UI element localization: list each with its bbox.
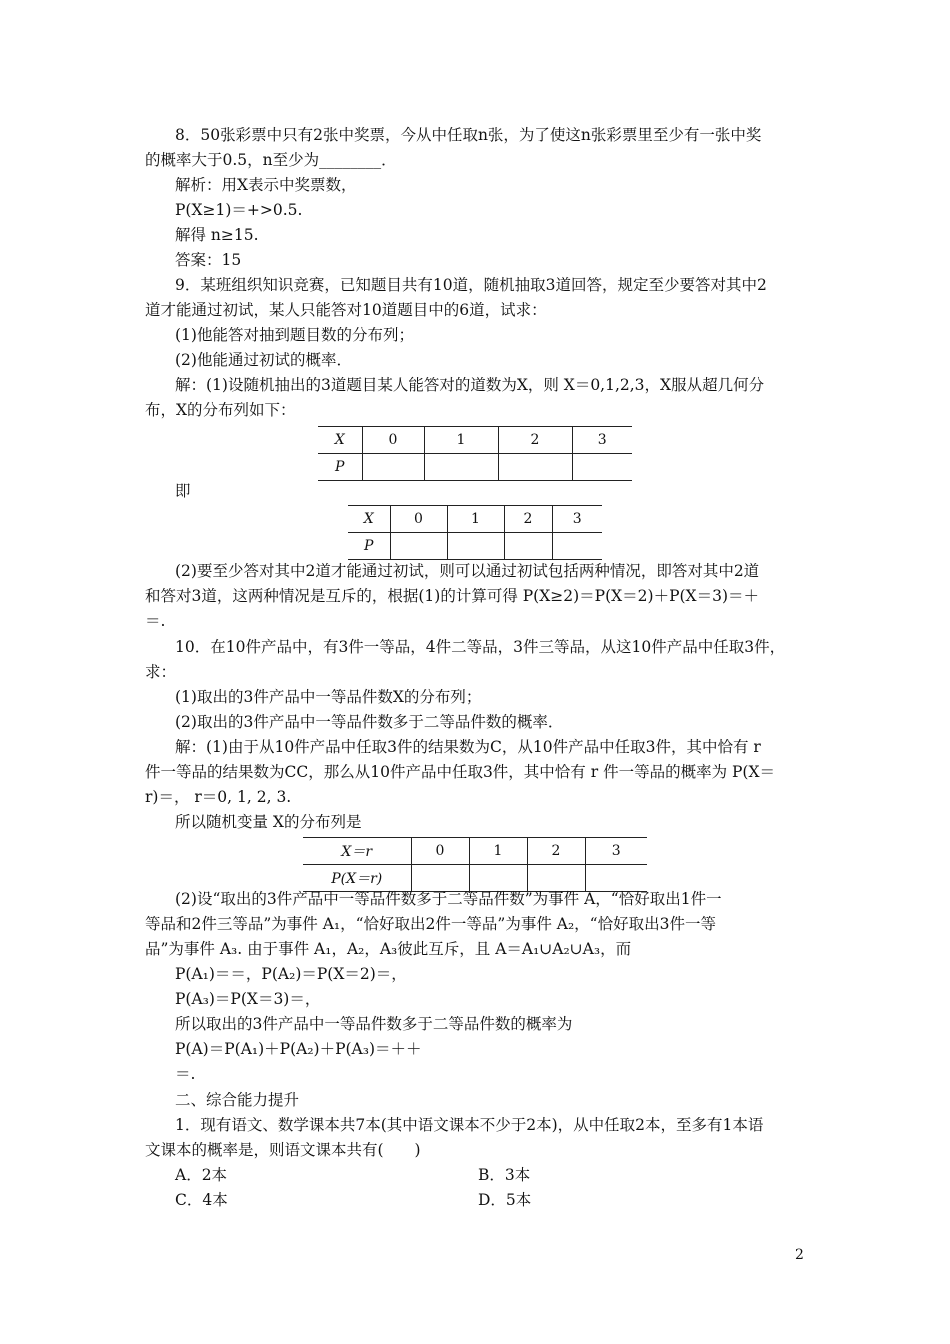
section-2-title: 二、综合能力提升 <box>175 1091 300 1109</box>
table-header-row <box>303 838 647 865</box>
q10-solution-line-5: (2)设“取出的3件产品中一等品件数多于二等品件数”为事件 A，“恰好取出1件一 <box>175 890 722 908</box>
table-cell: 3 <box>552 506 602 533</box>
table-header-row <box>348 506 602 533</box>
table-cell <box>504 533 552 560</box>
table-header-row <box>318 427 632 454</box>
q10-solution-line-9: P(A₃)＝P(X＝3)＝， <box>175 990 321 1008</box>
q10-distribution-table <box>303 837 647 892</box>
table-row <box>348 533 602 560</box>
option-d: D．5本 <box>478 1191 532 1209</box>
q8-stem-line-1: 8．50张彩票中只有2张中奖票，今从中任取n张，为了使这n张彩票里至少有一张中奖 <box>175 126 762 144</box>
q10-solution-line-10: 所以取出的3件产品中一等品件数多于二等品件数的概率为 <box>175 1015 573 1033</box>
q8-answer: 答案：15 <box>175 251 242 269</box>
table-cell: 0 <box>362 427 424 454</box>
q10-part-1: (1)取出的3件产品中一等品件数X的分布列； <box>175 688 482 706</box>
q10-solution-line-8: P(A₁)＝＝，P(A₂)＝P(X＝2)＝， <box>175 965 407 983</box>
table-cell <box>411 865 469 892</box>
table-cell: P(X＝r) <box>303 865 411 892</box>
table-cell: 2 <box>527 838 585 865</box>
q10-solution-line-4: 所以随机变量 X的分布列是 <box>175 813 362 831</box>
q9-solution-line-2: 布，X的分布列如下： <box>145 401 296 419</box>
q9-solution-line-4: 和答对3道，这两种情况是互斥的，根据(1)的计算可得 P(X≥2)＝P(X＝2)＋P(X＝3)＝＋ <box>145 587 759 605</box>
q10-stem-line-1: 10．在10件产品中，有3件一等品，4件二等品，3件三等品，从这10件产品中任取3件， <box>175 638 786 656</box>
table-cell: 1 <box>447 506 504 533</box>
q8-stem-line-2: 的概率大于0.5，n至少为________． <box>145 151 397 169</box>
table-cell: 2 <box>498 427 572 454</box>
table-cell <box>527 865 585 892</box>
q8-solution-line-1: 解析：用X表示中奖票数， <box>175 176 357 194</box>
table-cell <box>390 533 447 560</box>
q10-solution-line-3: r)＝， r＝0, 1, 2, 3. <box>145 788 292 806</box>
page-number: 2 <box>795 1247 804 1263</box>
table-cell <box>424 454 498 481</box>
q10-solution-line-7: 品”为事件 A₃. 由于事件 A₁，A₂，A₃彼此互斥，且 A＝A₁∪A₂∪A₃，而 <box>145 940 632 958</box>
q9-solution-line-1: 解：(1)设随机抽出的3道题目某人能答对的道数为X，则 X＝0,1,2,3，X服从超几何分 <box>175 376 765 394</box>
table-cell: 2 <box>504 506 552 533</box>
table-cell <box>552 533 602 560</box>
table-cell <box>572 454 632 481</box>
table-row <box>318 454 632 481</box>
table-cell: P <box>318 454 362 481</box>
q9-part-2: (2)他能通过初试的概率． <box>175 351 352 369</box>
q9-ji-label: 即 <box>175 482 191 500</box>
option-b: B．3本 <box>478 1166 531 1184</box>
q10-stem-line-2: 求： <box>145 663 177 681</box>
q10-solution-line-12: ＝. <box>175 1065 196 1083</box>
q10-solution-line-11: P(A)＝P(A₁)＋P(A₂)＋P(A₃)＝＋＋ <box>175 1040 422 1058</box>
table-cell: 0 <box>390 506 447 533</box>
q8-solution-line-3: 解得 n≥15. <box>175 226 259 244</box>
table-cell: X <box>318 427 362 454</box>
q10-solution-line-1: 解：(1)由于从10件产品中任取3件的结果数为C，从10件产品中任取3件，其中恰有 r <box>175 738 761 756</box>
s2-q1-stem-line-2: 文课本的概率是，则语文课本共有( ) <box>145 1141 421 1159</box>
q9-solution-line-5: ＝. <box>145 612 166 630</box>
table-cell: X＝r <box>303 838 411 865</box>
table-cell <box>447 533 504 560</box>
q9-part-1: (1)他能答对抽到题目数的分布列； <box>175 326 414 344</box>
table-cell: 3 <box>585 838 647 865</box>
q9-distribution-table-2 <box>348 505 602 560</box>
q9-solution-line-3: (2)要至少答对其中2道才能通过初试，则可以通过初试包括两种情况，即答对其中2道 <box>175 562 760 580</box>
q8-solution-line-2: P(X≥1)＝+>0.5. <box>175 201 303 219</box>
s2-q1-stem-line-1: 1．现有语文、数学课本共7本(其中语文课本不少于2本)，从中任取2本，至多有1本语 <box>175 1116 764 1134</box>
table-cell: 1 <box>469 838 527 865</box>
q9-stem-line-2: 道才能通过初试，某人只能答对10道题目中的6道，试求： <box>145 301 547 319</box>
table-cell: X <box>348 506 390 533</box>
table-cell <box>469 865 527 892</box>
table-row <box>303 865 647 892</box>
q10-solution-line-2: 件一等品的结果数为CC，那么从10件产品中任取3件，其中恰有 r 件一等品的概率为 P(X＝ <box>145 763 776 781</box>
table-cell: 1 <box>424 427 498 454</box>
q9-distribution-table-1 <box>318 426 632 481</box>
option-a: A．2本 <box>175 1166 228 1184</box>
table-cell: P <box>348 533 390 560</box>
table-cell: 0 <box>411 838 469 865</box>
q10-solution-line-6: 等品和2件三等品”为事件 A₁，“恰好取出2件一等品”为事件 A₂，“恰好取出3件一等 <box>145 915 716 933</box>
table-cell <box>362 454 424 481</box>
table-cell <box>585 865 647 892</box>
q10-part-2: (2)取出的3件产品中一等品件数多于二等品件数的概率． <box>175 713 564 731</box>
table-cell <box>498 454 572 481</box>
option-c: C．4本 <box>175 1191 228 1209</box>
table-cell: 3 <box>572 427 632 454</box>
q9-stem-line-1: 9．某班组织知识竞赛，已知题目共有10道，随机抽取3道回答，规定至少要答对其中2 <box>175 276 767 294</box>
